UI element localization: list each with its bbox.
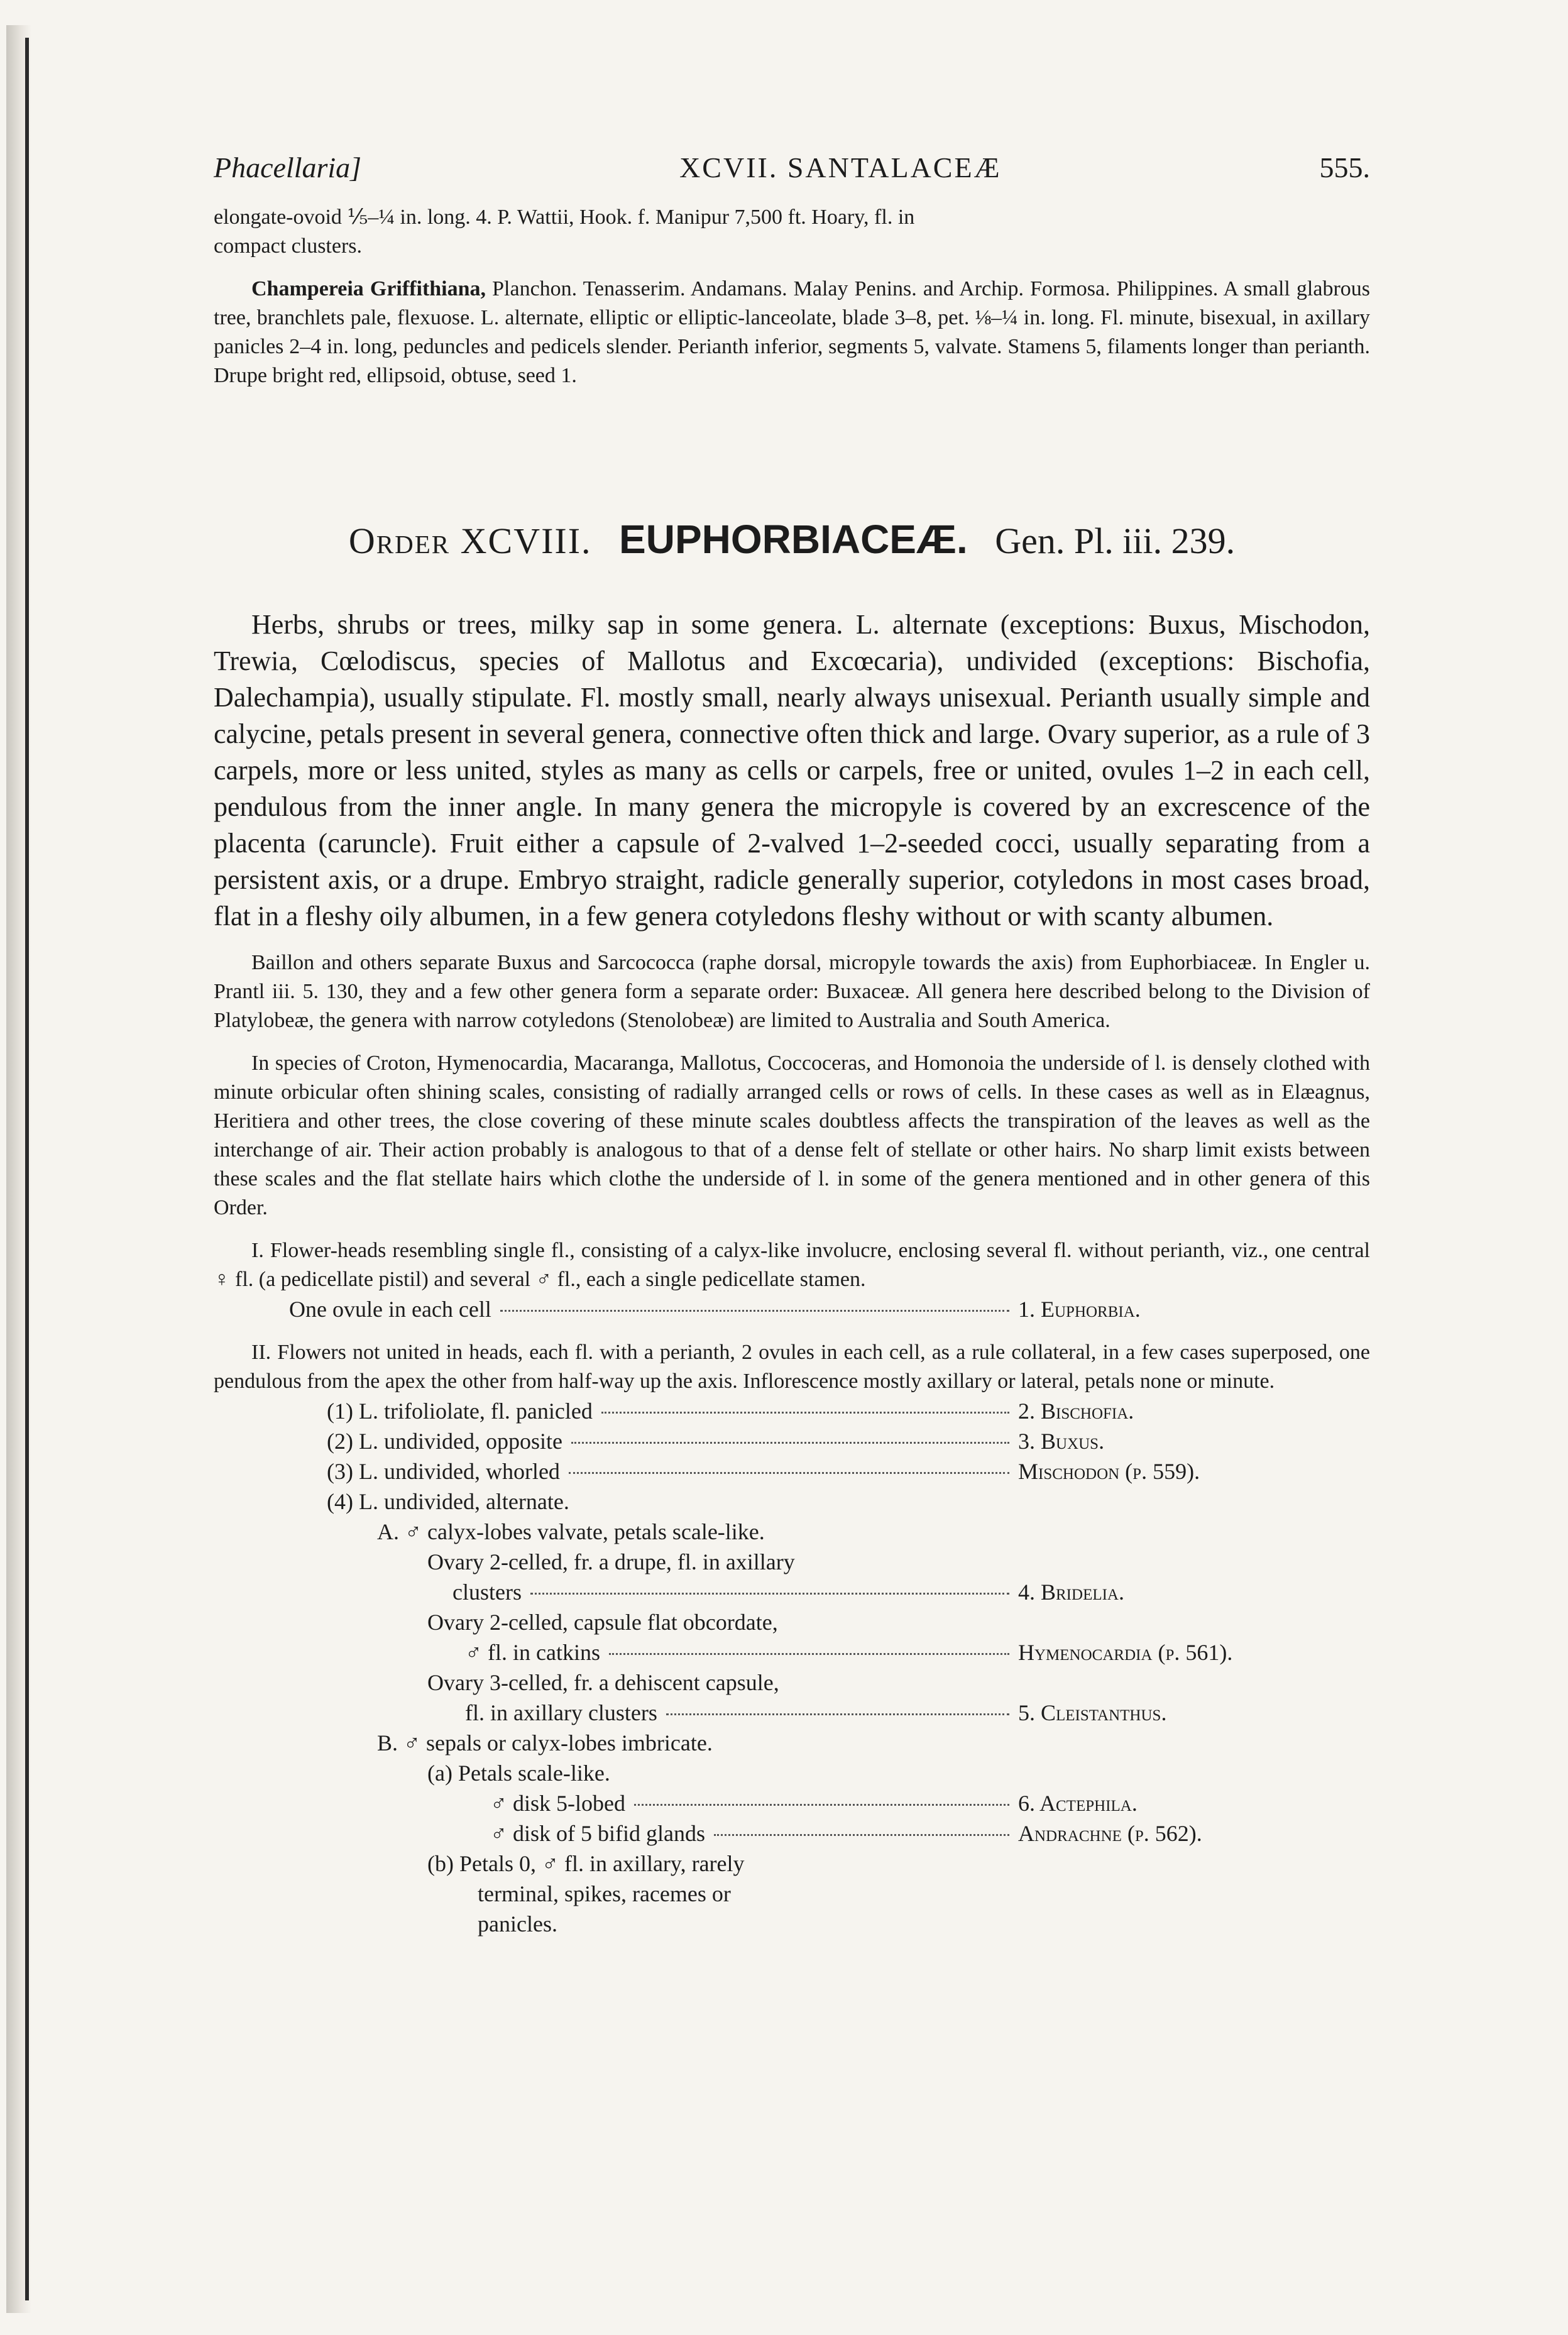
key-row-A3a bbox=[214, 1667, 1370, 1698]
key-lead: fl. in axillary clusters bbox=[465, 1700, 657, 1725]
key-genus: 6. Actephila. bbox=[1018, 1791, 1138, 1816]
page-number: 555. bbox=[1319, 151, 1370, 184]
header-left: Phacellaria] bbox=[214, 151, 362, 184]
key-lead: (1) L. trifoliolate, fl. panicled bbox=[327, 1398, 593, 1424]
key-genus: 2. Bischofia. bbox=[1018, 1398, 1134, 1424]
key-row-A2a bbox=[214, 1607, 1370, 1637]
leader-dots bbox=[601, 1412, 1009, 1414]
key-row-A1a bbox=[214, 1547, 1370, 1577]
key-row-Bb2 bbox=[214, 1879, 1370, 1909]
family-description: Herbs, shrubs or trees, milky sap in some genera. L. alternate (exceptions: Buxus, Mischodon, Trewia, Cœlodiscus, species of Mallotus and Excœcaria), undivided (exceptions: Bischofia, Dalechampia), usually stipulate. Fl. mostly small, nearly always unisexual. Perianth usually simple and calycine, petals present in several genera, connective often thick and large. Ovary superior, as a rule of 3 carpels, more or less united, styles as many as cells or carpels, free or united, ovules 1–2 in each cell, pendulous from the inner angle. In many genera the micropyle is covered by an excrescence of the placenta (caruncle). Fruit either a capsule of 2-valved 1–2-seeded cocci, usually separating from a persistent axis, or a drupe. Embryo straight, radicle generally superior, cotyledons in most cases broad, flat in a fleshy oily albumen, in a few genera cotyledons fleshy without or with scanty albumen. bbox=[214, 609, 1370, 931]
champereia-text: Planchon. Tenasserim. Andamans. Malay Penins. and Archip. Formosa. Philippines. A small glabrous tree, branchlets pale, flexuose. L. alternate, elliptic or elliptic-lanceolate, blade 3–8, pet. ⅛–¼ in. long. Fl. minute, bisexual, in axillary panicles 2–4 in. long, peduncles and pedicels slender. Perianth inferior, segments 5, valvate. Stamens 5, filaments longer than perianth. Drupe bright red, ellipsoid, obtuse, seed 1. bbox=[214, 277, 1370, 387]
leader-dots bbox=[500, 1310, 1009, 1312]
key-row-A2b bbox=[214, 1637, 1370, 1667]
key-lead: clusters bbox=[452, 1580, 522, 1605]
key-genus: 3. Buxus. bbox=[1018, 1429, 1105, 1454]
order-title bbox=[214, 516, 1370, 563]
key-row-A3b bbox=[214, 1698, 1370, 1728]
leader-dots bbox=[634, 1804, 1009, 1806]
key-lead: ♂ fl. in catkins bbox=[465, 1640, 600, 1665]
order-number: Order XCVIII. bbox=[348, 520, 592, 561]
key-lead: B. ♂ sepals or calyx-lobes imbricate. bbox=[377, 1730, 713, 1755]
header-center: XCVII. SANTALACEÆ bbox=[679, 151, 1002, 184]
key-genus: Andrachne (p. 562). bbox=[1018, 1821, 1202, 1846]
key-genus: 4. Bridelia. bbox=[1018, 1580, 1124, 1605]
santalaceae-line-1: elongate-ovoid ⅕–¼ in. long. 4. P. Wattii, Hook. f. Manipur 7,500 ft. Hoary, fl. in bbox=[214, 206, 915, 229]
key-lead: Ovary 3-celled, fr. a dehiscent capsule, bbox=[427, 1670, 779, 1695]
key-genus: Hymenocardia (p. 561). bbox=[1018, 1640, 1233, 1665]
key-lead: (3) L. undivided, whorled bbox=[327, 1459, 560, 1484]
key-lead: Ovary 2-celled, fr. a drupe, fl. in axillary bbox=[427, 1549, 795, 1574]
santalaceae-line-2: compact clusters. bbox=[214, 234, 363, 258]
key-lead: (a) Petals scale-like. bbox=[427, 1761, 610, 1786]
key-lead: (2) L. undivided, opposite bbox=[327, 1429, 562, 1454]
key-row-I bbox=[214, 1294, 1370, 1324]
key-genus: Mischodon (p. 559). bbox=[1018, 1459, 1200, 1484]
key-row-A1b bbox=[214, 1577, 1370, 1607]
leader-dots bbox=[571, 1442, 1009, 1444]
key-section-II: II. Flowers not united in heads, each fl. with a perianth, 2 ovules in each cell, as a rule collateral, in a few cases superposed, one pendulous from the apex the other from half-way up the axis. Inflorescence mostly axillary or lateral, petals none or minute. bbox=[214, 1341, 1370, 1393]
leader-dots bbox=[530, 1593, 1009, 1595]
key-row-Ba1 bbox=[214, 1788, 1370, 1818]
key-row-2 bbox=[214, 1426, 1370, 1456]
generic-key bbox=[214, 1236, 1370, 1939]
key-genus: 5. Cleistanthus. bbox=[1018, 1700, 1167, 1725]
note-baillon: Baillon and others separate Buxus and Sarcococca (raphe dorsal, micropyle towards the axis) from Euphorbiaceæ. In Engler u. Prantl iii. 5. 130, they and a few other genera form a separate order: Buxaceæ. All genera here described belong to the Division of Platylobeæ, the genera with narrow cotyledons (Stenolobeæ) are limited to Australia and South America. bbox=[214, 951, 1370, 1032]
key-lead: Ovary 2-celled, capsule flat obcordate, bbox=[427, 1610, 778, 1635]
key-row-Bb1 bbox=[214, 1849, 1370, 1879]
champereia-entry bbox=[214, 275, 1370, 390]
key-row-Ba bbox=[214, 1758, 1370, 1788]
key-genus: 1. Euphorbia. bbox=[1018, 1297, 1141, 1322]
key-lead: panicles. bbox=[478, 1911, 557, 1937]
champereia-name: Champereia Griffithiana, bbox=[251, 277, 486, 300]
key-lead: A. ♂ calyx-lobes valvate, petals scale-like. bbox=[377, 1519, 765, 1544]
leader-dots bbox=[714, 1834, 1009, 1836]
key-lead: ♂ disk 5-lobed bbox=[490, 1791, 625, 1816]
binding-rule bbox=[25, 38, 29, 2300]
key-row-A bbox=[214, 1517, 1370, 1547]
note-scales: In species of Croton, Hymenocardia, Macaranga, Mallotus, Coccoceras, and Homonoia the underside of l. is densely clothed with minute orbicular often shining scales, consisting of radially arranged cells or rows of cells. In these cases as well as in Elæagnus, Heritiera and other trees, the close covering of these minute scales doubtless affects the transpiration of the leaves as well as the interchange of air. Their action probably is analogous to that of a dense felt of stellate or other hairs. No sharp limit exists between these scales and the flat stellate hairs which clothe the underside of l. in some of the genera mentioned and in other genera of this Order. bbox=[214, 1052, 1370, 1219]
leader-dots bbox=[569, 1472, 1009, 1474]
key-lead: One ovule in each cell bbox=[289, 1297, 491, 1322]
key-row-3 bbox=[214, 1456, 1370, 1486]
key-row-B bbox=[214, 1728, 1370, 1758]
key-lead: (4) L. undivided, alternate. bbox=[327, 1489, 569, 1514]
key-lead: ♂ disk of 5 bifid glands bbox=[490, 1821, 705, 1846]
key-lead: (b) Petals 0, ♂ fl. in axillary, rarely bbox=[427, 1851, 745, 1876]
key-lead: terminal, spikes, racemes or bbox=[478, 1881, 731, 1906]
leader-dots bbox=[666, 1713, 1009, 1715]
family-name: EUPHORBIACEÆ. bbox=[619, 517, 968, 562]
page-content bbox=[214, 151, 1370, 1939]
leader-dots bbox=[609, 1653, 1009, 1655]
key-row-Ba2 bbox=[214, 1818, 1370, 1849]
key-row-4 bbox=[214, 1486, 1370, 1517]
running-header bbox=[214, 151, 1370, 184]
key-row-Bb3 bbox=[214, 1909, 1370, 1939]
key-section-I: I. Flower-heads resembling single fl., consisting of a calyx-like involucre, enclosing several fl. without perianth, viz., one central ♀ fl. (a pedicellate pistil) and several ♂ fl., each a single pedicellate stamen. bbox=[214, 1239, 1370, 1291]
genera-plantarum-reference: Gen. Pl. iii. 239. bbox=[995, 520, 1236, 561]
page-binding-edge bbox=[6, 25, 31, 2313]
key-row-1 bbox=[214, 1396, 1370, 1426]
